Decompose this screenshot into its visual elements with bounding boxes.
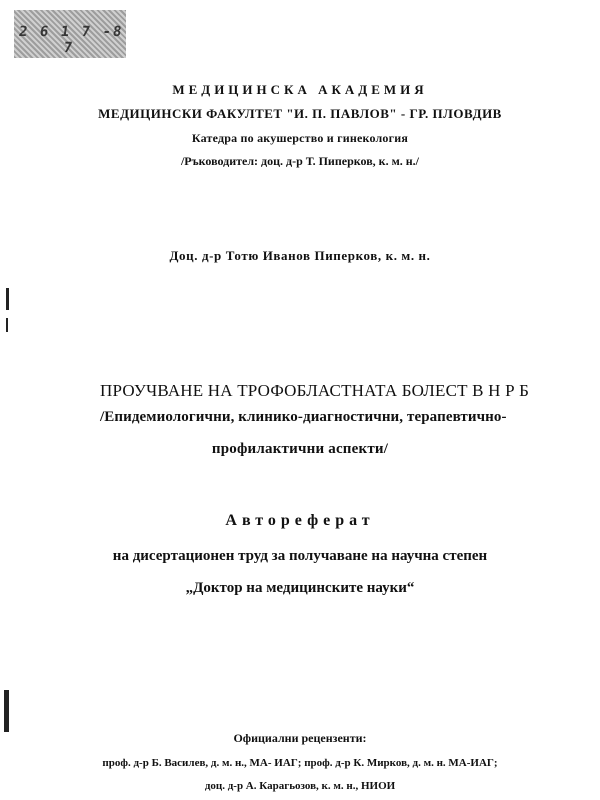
stamp-number: 2 6 1 7 -8 7 xyxy=(17,24,125,56)
reviewers-heading: Официални рецензенти: xyxy=(233,731,367,745)
dissertation-subtitle-line1: /Епидемиологични, клинико-диагностични, терапевтично- xyxy=(100,409,507,425)
academy-name: МЕДИЦИНСКА АКАДЕМИЯ xyxy=(172,82,428,97)
abstract-purpose-line1: на дисертационен труд за получаване на научна степен xyxy=(112,548,488,564)
reviewers-line2: доц. д-р А. Карагьозов, к. м. н., НИОИ xyxy=(204,780,396,792)
faculty-name: МЕДИЦИНСКИ ФАКУЛТЕТ "И. П. ПАВЛОВ" - ГР. ПЛОВДИВ xyxy=(98,106,502,121)
abstract-degree: „Доктор на медицинските науки“ xyxy=(185,580,415,596)
author-name: Доц. д-р Тотю Иванов Пиперков, к. м. н. xyxy=(169,248,431,263)
dissertation-subtitle-line2: профилактични аспекти/ xyxy=(211,441,389,457)
department-head: /Ръководител: доц. д-р Т. Пиперков, к. м. н./ xyxy=(180,154,420,168)
abstract-label: Автореферат xyxy=(225,512,375,529)
dissertation-title: ПРОУЧВАНЕ НА ТРОФОБЛАСТНАТА БОЛЕСТ В Н Р Б xyxy=(100,381,530,400)
margin-mark xyxy=(6,288,9,310)
archive-stamp xyxy=(14,10,126,58)
margin-mark xyxy=(6,318,8,332)
margin-bar xyxy=(4,690,9,732)
department-name: Катедра по акушерство и гинекология xyxy=(191,131,409,145)
reviewers-line1: проф. д-р Б. Василев, д. м. н., МА- ИАГ; проф. д-р К. Мирков, д. м. н. МА-ИАГ; xyxy=(102,757,498,769)
